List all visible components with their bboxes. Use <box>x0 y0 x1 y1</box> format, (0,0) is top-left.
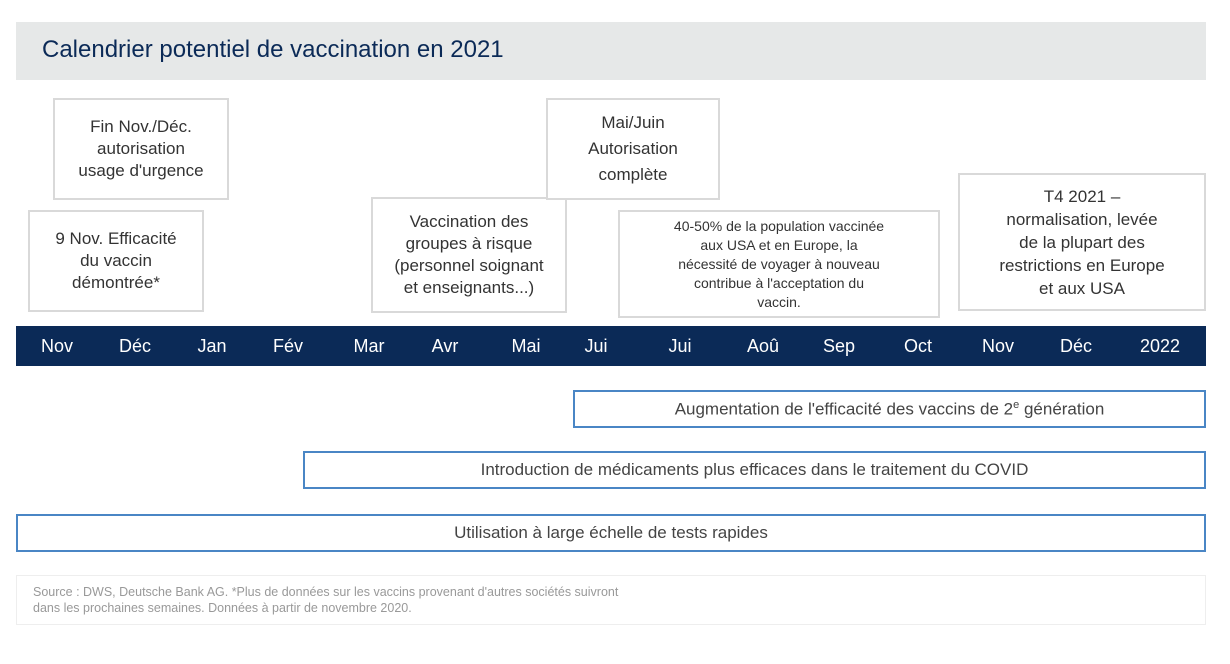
timeline-bar <box>16 326 1206 366</box>
timeline-label: Jui <box>668 336 692 356</box>
event-t4-2021: T4 2021 – normalisation, levée de la plupart des restrictions en Europe et aux USA <box>958 173 1206 311</box>
timeline-label: Oct <box>903 336 933 356</box>
timeline-label: Nov <box>981 336 1015 356</box>
event-population-vaccinee: 40-50% de la population vaccinée aux USA et en Europe, la nécessité de voyager à nouveau contribue à l'acceptation du vaccin. <box>618 210 940 318</box>
timeline-label: Nov <box>40 336 74 356</box>
event-9-nov: 9 Nov. Efficacité du vaccin démontrée* <box>28 210 204 312</box>
timeline-label: Jui <box>584 336 608 356</box>
page-title: Calendrier potentiel de vaccination en 2021 <box>42 36 504 63</box>
timeline-label: Mar <box>353 336 385 356</box>
timeline-label: Déc <box>118 336 152 356</box>
timeline-label: Déc <box>1059 336 1093 356</box>
event-fin-nov-dec: Fin Nov./Déc. autorisation usage d'urgence <box>53 98 229 200</box>
timeline-label: Aoû <box>746 336 780 356</box>
bar-augmentation-label: Augmentation de l'efficacité des vaccins de 2e génération <box>674 398 1105 419</box>
event-mai-juin: Mai/Juin Autorisation complète <box>546 98 720 200</box>
timeline-label: Mai <box>511 336 541 356</box>
source-note: Source : DWS, Deutsche Bank AG. *Plus de données sur les vaccins provenant d'autres sociétés suivront dans les prochaines semaines. Données à partir de novembre 2020. <box>16 575 1206 625</box>
timeline-label: Sep <box>822 336 856 356</box>
timeline-label: 2022 <box>1139 336 1181 356</box>
timeline-label: Avr <box>431 336 459 356</box>
event-groupes-a-risque: Vaccination des groupes à risque (personnel soignant et enseignants...) <box>371 197 567 313</box>
timeline-label: Fév <box>272 336 304 356</box>
bar-augmentation-efficacite <box>573 390 1206 428</box>
bar-utilisation-tests-rapides: Utilisation à large échelle de tests rapides <box>16 514 1206 552</box>
timeline-label: Jan <box>197 336 227 356</box>
title-bar <box>16 22 1206 80</box>
bar-introduction-medicaments: Introduction de médicaments plus efficaces dans le traitement du COVID <box>303 451 1206 489</box>
